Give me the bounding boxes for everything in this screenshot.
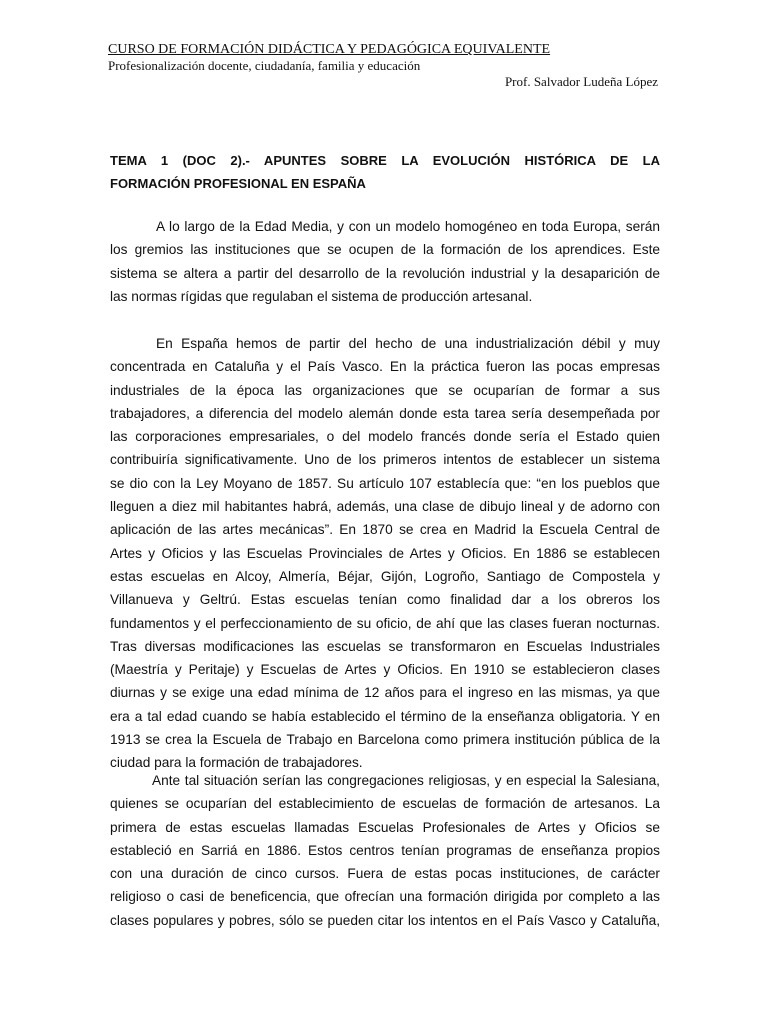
text-line: Ante tal situación serían las congregaciones religiosas, y en especial la Salesiana, <box>152 773 660 788</box>
course-subtitle: Profesionalización docente, ciudadanía, familia y educación <box>108 58 421 73</box>
text-line: las normas rígidas que regulaban el sistema de producción artesanal. <box>110 288 533 304</box>
text-line: Tras diversas modificaciones las escuelas se transformaron en Escuelas Industriales <box>110 638 660 654</box>
text-line: trabajadores, a diferencia del modelo alemán donde esta tarea sería desempeñada por <box>110 405 660 421</box>
text-line: fundamentos y el perfeccionamiento de su oficio, de ahí que las clases fueran nocturnas. <box>110 615 660 631</box>
text-line: sistema se altera a partir del desarrollo de la revolución industrial y la desaparición de <box>110 265 660 281</box>
text-line: A lo largo de la Edad Media, y con un modelo homogéneo en toda Europa, serán <box>156 219 660 234</box>
text-line: contribuiría significativamente. Uno de los primeros intentos de establecer un sistema <box>110 452 660 468</box>
text-line: estableció en Sarriá en 1886. Estos centros tenían programas de enseñanza propios <box>110 842 660 858</box>
paragraph-2 <box>110 332 660 775</box>
document-title <box>110 149 660 195</box>
text-line: era a tal edad cuando se había establecido el término de la enseñanza obligatoria. Y en <box>110 708 660 724</box>
text-line: industriales de la época las organizaciones que se ocuparían de formar a sus <box>110 382 660 398</box>
title-line: FORMACIÓN PROFESIONAL EN ESPAÑA <box>110 176 366 191</box>
text-line: En España hemos de partir del hecho de una industrialización débil y muy <box>156 336 660 351</box>
text-line: clases populares y pobres, sólo se pueden citar los intentos en el País Vasco y Cataluña, <box>110 912 660 928</box>
author-name: Prof. Salvador Ludeña López <box>504 74 658 89</box>
text-line: aplicación de las artes mecánicas”. En 1870 se crea en Madrid la Escuela Central de <box>110 522 660 538</box>
text-line: (Maestría y Peritaje) y Escuelas de Artes y Oficios. En 1910 se establecieron clases <box>110 662 660 678</box>
text-line: con una duración de cinco cursos. Fuera de estas pocas instituciones, de carácter <box>110 866 660 882</box>
text-line: Artes y Oficios y las Escuelas Provinciales de Artes y Oficios. En 1886 se establecen <box>110 545 660 561</box>
paragraph-3 <box>110 769 660 932</box>
text-line: lleguen a diez mil habitantes habrá, además, una clase de dibujo lineal y de adorno con <box>110 499 660 515</box>
text-line: religioso o casi de beneficencia, que ofrecían una formación dirigida por completo a las <box>110 889 660 905</box>
text-line: quienes se ocuparían del establecimiento de escuelas de formación de artesanos. La <box>110 796 660 812</box>
text-line: concentrada en Cataluña y el País Vasco. En la práctica fueron las pocas empresas <box>110 359 660 375</box>
text-line: primera de estas escuelas llamadas Escuelas Profesionales de Artes y Oficios se <box>110 819 660 835</box>
course-header: CURSO DE FORMACIÓN DIDÁCTICA Y PEDAGÓGICA EQUIVALENTE <box>108 42 551 57</box>
title-line: TEMA 1 (DOC 2).- APUNTES SOBRE LA EVOLUCIÓN HISTÓRICA DE LA <box>110 153 660 168</box>
text-line: Villanueva y Geltrú. Estas escuelas tenían como finalidad dar a los obreros los <box>110 592 660 608</box>
paragraph-1 <box>110 215 660 308</box>
text-line: ciudad para la formación de trabajadores. <box>110 755 363 771</box>
text-line: se dio con la Ley Moyano de 1857. Su artículo 107 establecía que: “en los pueblos que <box>110 475 660 491</box>
text-line: estas escuelas en Alcoy, Almería, Béjar, Gijón, Logroño, Santiago de Compostela y <box>110 568 660 584</box>
text-line: diurnas y se exige una edad mínima de 12 años para el ingreso en las mismas, ya que <box>110 685 660 701</box>
text-line: las corporaciones empresariales, o del modelo francés donde sería el Estado quien <box>110 429 660 445</box>
text-line: 1913 se crea la Escuela de Trabajo en Barcelona como primera institución pública de la <box>110 732 660 748</box>
text-line: los gremios las instituciones que se ocupen de la formación de los aprendices. Este <box>110 242 660 258</box>
